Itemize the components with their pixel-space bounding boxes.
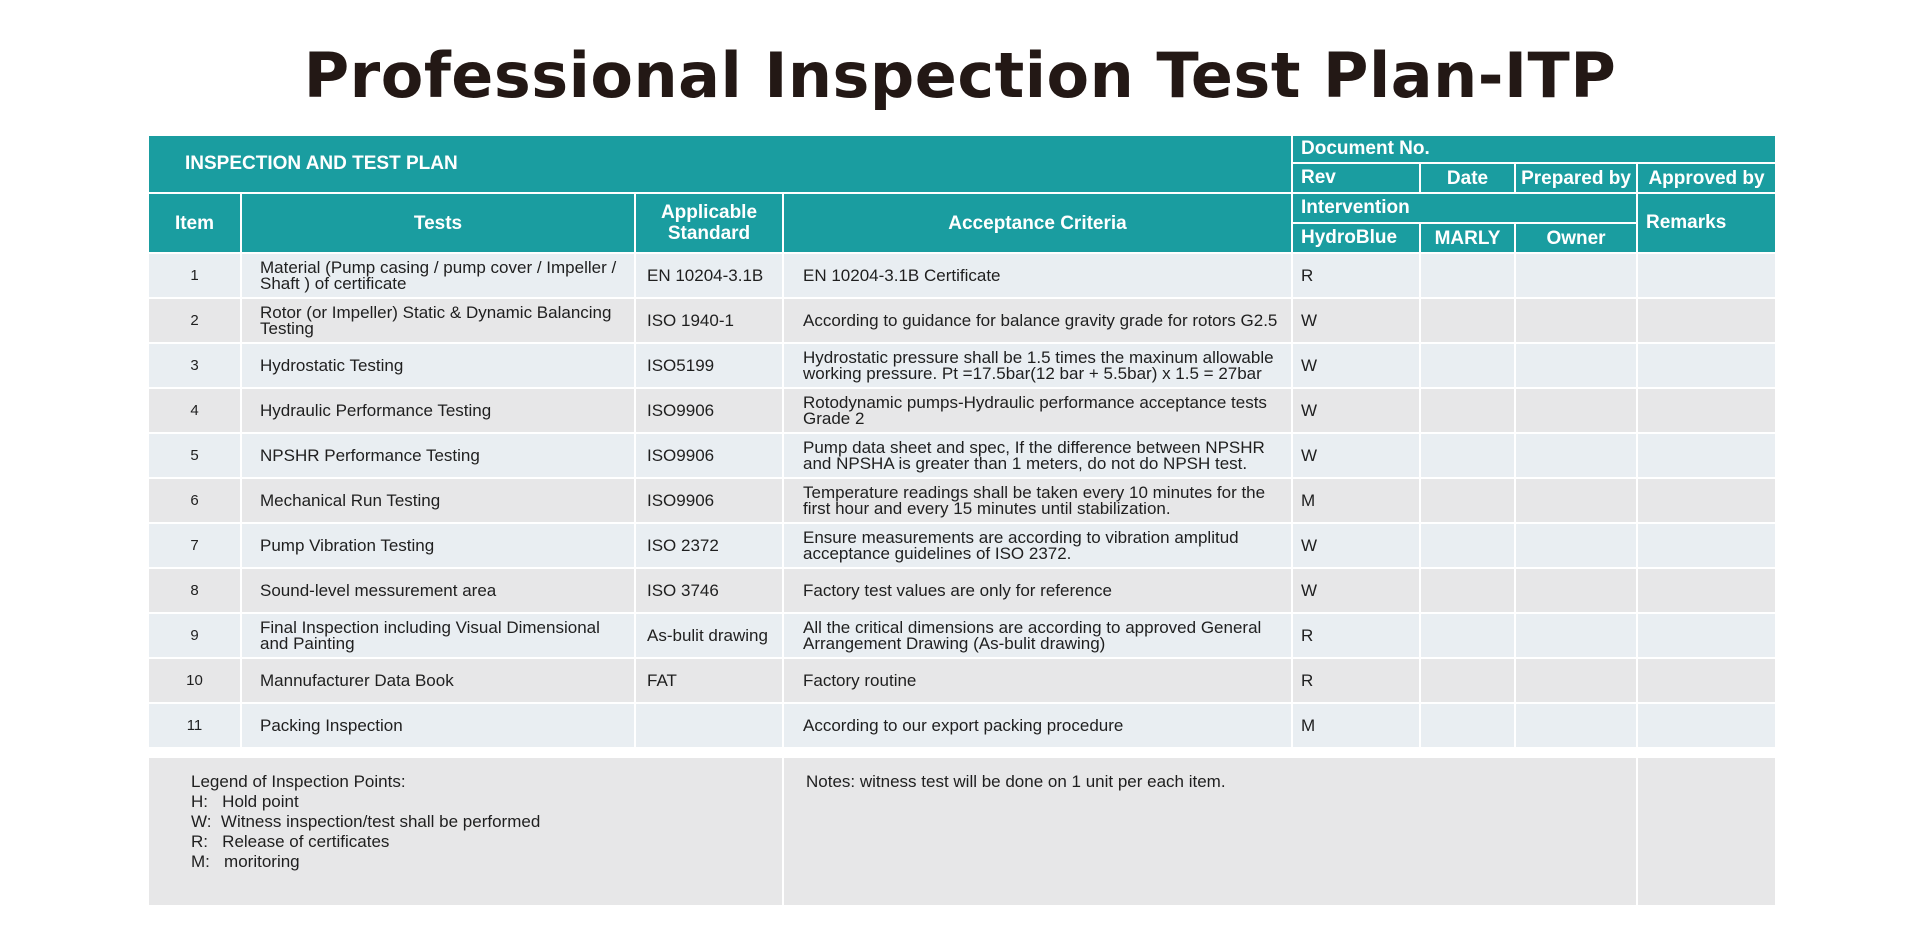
standard-cell (636, 254, 782, 297)
page-title: Professional Inspection Test Plan-ITP (303, 39, 1617, 112)
criteria-cell-text: Ensure measurements are according to vibration amplitud acceptance guidelines of ISO 2372. (803, 527, 1239, 563)
test-cell (242, 479, 634, 522)
remarks-label: Remarks (1646, 212, 1727, 233)
criteria-cell (784, 704, 1291, 747)
remarks-cell (1638, 434, 1775, 477)
item-cell (149, 389, 240, 432)
criteria-cell-text: Rotodynamic pumps-Hydraulic performance acceptance tests Grade 2 (803, 392, 1267, 428)
criteria-cell (784, 569, 1291, 612)
remarks-cell (1638, 299, 1775, 342)
owner-cell (1516, 659, 1636, 702)
item-cell (149, 704, 240, 747)
legend-item: R: Release of certificates (191, 832, 390, 851)
criteria-cell-text: Temperature readings shall be taken every 10 minutes for the first hour and every 15 minutes until stabilization. (803, 482, 1266, 518)
marly-cell (1421, 344, 1514, 387)
owner-cell (1516, 569, 1636, 612)
document-no-label: Document No. (1301, 138, 1430, 159)
criteria-cell-text: All the critical dimensions are according to approved General Arrangement Drawing (As-bulit drawing) (803, 617, 1262, 653)
hydroblue-cell (1293, 569, 1419, 612)
hydroblue-cell-text: W (1301, 310, 1318, 330)
date-label: Date (1446, 167, 1489, 189)
hydroblue-cell-text: W (1301, 400, 1318, 420)
test-cell-text: Packing Inspection (260, 715, 403, 735)
hydroblue-cell-text: W (1301, 580, 1318, 600)
standard-cell (636, 434, 782, 477)
test-cell (242, 524, 634, 567)
remarks-cell (1638, 704, 1775, 747)
owner-cell (1516, 299, 1636, 342)
owner-cell (1516, 434, 1636, 477)
test-cell-text: NPSHR Performance Testing (260, 445, 480, 465)
hydroblue-cell (1293, 344, 1419, 387)
approved-by-label: Approved by (1648, 167, 1765, 189)
hydroblue-cell-text: W (1301, 445, 1318, 465)
criteria-header (784, 194, 1291, 252)
hydroblue-cell-text: W (1301, 355, 1318, 375)
test-cell-text: Hydrostatic Testing (260, 355, 404, 375)
criteria-cell-text: Factory routine (803, 670, 917, 690)
marly-cell (1421, 569, 1514, 612)
test-cell (242, 434, 634, 477)
hydroblue-cell-text: R (1301, 670, 1314, 690)
marly-cell (1421, 524, 1514, 567)
rev-header (1293, 164, 1419, 192)
tests-label: Tests (413, 212, 463, 234)
item-cell-text: 10 (186, 671, 203, 689)
standard-cell (636, 569, 782, 612)
standard-label: Applicable Standard (660, 202, 758, 244)
remarks-cell (1638, 569, 1775, 612)
standard-cell-text: ISO 2372 (647, 535, 719, 555)
standard-cell (636, 344, 782, 387)
hydroblue-cell (1293, 659, 1419, 702)
standard-cell-text: ISO5199 (647, 355, 715, 375)
item-cell-text: 11 (186, 716, 203, 734)
test-cell-text: Material (Pump casing / pump cover / Impeller / Shaft ) of certificate (260, 257, 617, 293)
document-no-header (1293, 136, 1775, 162)
owner-cell (1516, 524, 1636, 567)
intervention-label: Intervention (1301, 197, 1410, 218)
standard-cell-text: ISO 3746 (647, 580, 719, 600)
hydroblue-cell (1293, 704, 1419, 747)
test-cell-text: Mannufacturer Data Book (260, 670, 454, 690)
item-cell (149, 344, 240, 387)
criteria-cell-text: EN 10204-3.1B Certificate (803, 265, 1001, 285)
standard-cell (636, 299, 782, 342)
item-cell (149, 254, 240, 297)
hydroblue-cell (1293, 614, 1419, 657)
marly-header (1421, 224, 1514, 252)
criteria-label: Acceptance Criteria (948, 212, 1127, 234)
remarks-cell (1638, 614, 1775, 657)
standard-cell (636, 659, 782, 702)
notes (784, 758, 1636, 905)
remarks-cell (1638, 389, 1775, 432)
owner-cell (1516, 389, 1636, 432)
test-cell (242, 659, 634, 702)
hydroblue-cell (1293, 389, 1419, 432)
owner-header (1516, 224, 1636, 252)
item-cell (149, 569, 240, 612)
criteria-cell-text: Factory test values are only for reference (803, 580, 1112, 600)
item-cell-text: 5 (190, 446, 199, 464)
item-cell-text: 9 (190, 626, 199, 644)
item-cell (149, 659, 240, 702)
remarks-cell (1638, 344, 1775, 387)
legend-item: W: Witness inspection/test shall be performed (191, 812, 541, 831)
test-cell-text: Final Inspection including Visual Dimensional and Painting (260, 617, 600, 653)
test-cell (242, 569, 634, 612)
remarks-cell (1638, 479, 1775, 522)
item-cell-text: 3 (190, 356, 199, 374)
standard-header (636, 194, 782, 252)
legend-item: M: moritoring (191, 852, 300, 871)
criteria-cell-text: According to guidance for balance gravity grade for rotors G2.5 (803, 310, 1278, 330)
test-cell (242, 704, 634, 747)
hydroblue-cell (1293, 434, 1419, 477)
marly-cell (1421, 659, 1514, 702)
tests-header (242, 194, 634, 252)
criteria-cell (784, 254, 1291, 297)
criteria-cell-text: Pump data sheet and spec, If the difference between NPSHR and NPSHA is greater than 1 meters, do not do NPSH test. (803, 437, 1265, 473)
hydroblue-cell (1293, 479, 1419, 522)
hydroblue-label: HydroBlue (1301, 227, 1398, 248)
owner-cell (1516, 254, 1636, 297)
owner-label: Owner (1546, 227, 1606, 249)
legend (149, 758, 782, 905)
item-cell-text: 8 (190, 581, 199, 599)
legend-title: Legend of Inspection Points: (191, 772, 406, 791)
criteria-cell (784, 434, 1291, 477)
criteria-cell (784, 659, 1291, 702)
hydroblue-cell (1293, 299, 1419, 342)
standard-cell (636, 389, 782, 432)
test-cell (242, 344, 634, 387)
test-cell-text: Sound-level messurement area (260, 580, 497, 600)
item-cell-text: 4 (190, 401, 199, 419)
item-cell (149, 614, 240, 657)
marly-label: MARLY (1434, 227, 1501, 249)
standard-cell (636, 524, 782, 567)
item-header (149, 194, 240, 252)
test-cell (242, 254, 634, 297)
rev-label: Rev (1301, 167, 1336, 188)
standard-cell-text: ISO9906 (647, 400, 715, 420)
test-cell (242, 299, 634, 342)
criteria-cell (784, 344, 1291, 387)
remarks-cell (1638, 254, 1775, 297)
marly-cell (1421, 479, 1514, 522)
standard-cell (636, 704, 782, 747)
item-cell (149, 434, 240, 477)
marly-cell (1421, 614, 1514, 657)
prepared-by-label: Prepared by (1521, 167, 1631, 189)
date-header (1421, 164, 1514, 192)
test-cell (242, 614, 634, 657)
hydroblue-cell-text: M (1301, 490, 1316, 510)
hydroblue-cell-text: W (1301, 535, 1318, 555)
item-cell (149, 299, 240, 342)
criteria-cell (784, 389, 1291, 432)
marly-cell (1421, 254, 1514, 297)
owner-cell (1516, 479, 1636, 522)
criteria-cell (784, 479, 1291, 522)
hydroblue-cell (1293, 524, 1419, 567)
itp-table (149, 136, 1775, 905)
standard-cell-text: FAT (647, 670, 677, 690)
owner-cell (1516, 614, 1636, 657)
marly-cell (1421, 389, 1514, 432)
item-cell-text: 6 (190, 491, 199, 509)
criteria-cell-text: Hydrostatic pressure shall be 1.5 times the maxinum allowable working pressure. Pt =17.5bar(12 bar + 5.5bar) x 1.5 = 27bar (803, 347, 1274, 383)
item-cell-text: 2 (190, 311, 199, 329)
owner-cell (1516, 344, 1636, 387)
test-cell-text: Pump Vibration Testing (260, 535, 435, 555)
notes-remarks-cell (1638, 758, 1775, 905)
test-cell (242, 389, 634, 432)
test-cell-text: Mechanical Run Testing (260, 490, 441, 510)
hydroblue-header (1293, 224, 1419, 252)
item-cell (149, 524, 240, 567)
item-label: Item (174, 212, 215, 234)
standard-cell-text: EN 10204-3.1B (647, 265, 764, 285)
owner-cell (1516, 704, 1636, 747)
remarks-header (1638, 194, 1775, 252)
legend-item: H: Hold point (191, 792, 299, 811)
hydroblue-cell-text: M (1301, 715, 1316, 735)
prepared-by-header (1516, 164, 1636, 192)
marly-cell (1421, 704, 1514, 747)
plan-label-text: INSPECTION AND TEST PLAN (185, 153, 458, 174)
approved-by-header (1638, 164, 1775, 192)
remarks-cell (1638, 659, 1775, 702)
remarks-cell (1638, 524, 1775, 567)
hydroblue-cell (1293, 254, 1419, 297)
standard-cell (636, 614, 782, 657)
test-cell-text: Hydraulic Performance Testing (260, 400, 492, 420)
standard-cell (636, 479, 782, 522)
standard-cell-text: ISO 1940-1 (647, 310, 734, 330)
hydroblue-cell-text: R (1301, 265, 1314, 285)
item-cell-text: 1 (190, 266, 199, 284)
test-cell-text: Rotor (or Impeller) Static & Dynamic Balancing Testing (260, 302, 612, 338)
intervention-header (1293, 194, 1636, 222)
standard-cell-text: ISO9906 (647, 445, 715, 465)
standard-cell-text: As-bulit drawing (647, 625, 768, 645)
standard-cell-text: ISO9906 (647, 490, 715, 510)
criteria-cell (784, 299, 1291, 342)
item-cell (149, 479, 240, 522)
plan-label (149, 136, 1291, 192)
criteria-cell-text: According to our export packing procedure (803, 715, 1124, 735)
criteria-cell (784, 614, 1291, 657)
notes-text: Notes: witness test will be done on 1 unit per each item. (806, 772, 1226, 791)
criteria-cell (784, 524, 1291, 567)
item-cell-text: 7 (190, 536, 199, 554)
marly-cell (1421, 299, 1514, 342)
marly-cell (1421, 434, 1514, 477)
hydroblue-cell-text: R (1301, 625, 1314, 645)
